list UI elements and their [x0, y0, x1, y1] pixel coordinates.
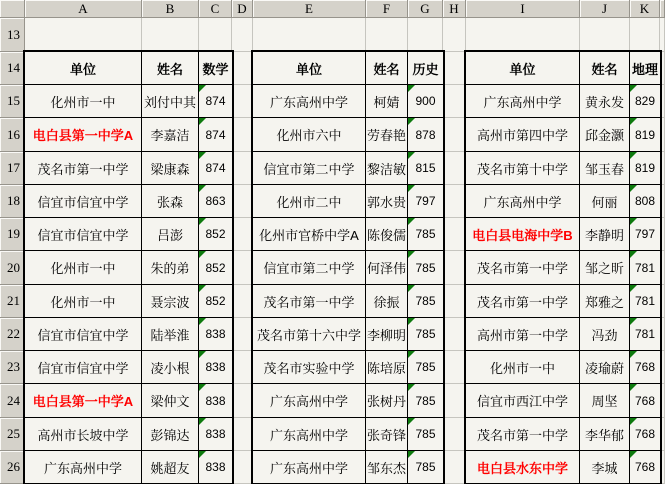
- column-header-F[interactable]: F: [366, 0, 408, 18]
- column-header-C[interactable]: C: [199, 0, 232, 18]
- cell-D14[interactable]: [232, 52, 253, 85]
- unit-cell[interactable]: 广东高州中学: [253, 384, 366, 418]
- score-cell[interactable]: 781: [630, 285, 660, 318]
- name-cell[interactable]: 陈俊儒: [366, 218, 408, 251]
- unit-cell[interactable]: 化州市一中: [25, 85, 142, 118]
- score-cell[interactable]: 863: [199, 185, 232, 218]
- unit-cell[interactable]: 信宜市第二中学: [253, 152, 366, 185]
- name-cell[interactable]: 吕澎: [142, 218, 199, 251]
- cell-D24[interactable]: [232, 384, 253, 418]
- name-cell[interactable]: 梁仲文: [142, 384, 199, 418]
- unit-cell[interactable]: 高州市第一中学: [466, 318, 580, 351]
- unit-cell[interactable]: 茂名市第一中学: [466, 285, 580, 318]
- column-header-B[interactable]: B: [142, 0, 199, 18]
- name-cell[interactable]: 郭水贵: [366, 185, 408, 218]
- unit-cell[interactable]: 化州市一中: [25, 251, 142, 285]
- score-cell[interactable]: 785: [408, 451, 443, 484]
- cell-D20[interactable]: [232, 251, 253, 285]
- score-cell[interactable]: 781: [630, 251, 660, 285]
- cell-H17[interactable]: [443, 152, 466, 185]
- column-header-D[interactable]: D: [232, 0, 253, 18]
- table-header-cell[interactable]: 单位: [466, 52, 580, 85]
- table-header-cell[interactable]: 姓名: [142, 52, 199, 85]
- score-cell[interactable]: 768: [630, 418, 660, 451]
- name-cell[interactable]: 邱金灏: [580, 118, 630, 152]
- column-header-H[interactable]: H: [443, 0, 466, 18]
- score-cell[interactable]: 785: [408, 384, 443, 418]
- unit-cell[interactable]: 信宜市西江中学: [466, 384, 580, 418]
- unit-cell[interactable]: 茂名市第十六中学: [253, 318, 366, 351]
- score-cell[interactable]: 785: [408, 418, 443, 451]
- table-header-cell[interactable]: 数学: [199, 52, 232, 85]
- unit-cell[interactable]: 化州市二中: [253, 185, 366, 218]
- name-cell[interactable]: 何泽伟: [366, 251, 408, 285]
- score-cell[interactable]: 838: [199, 451, 232, 484]
- score-cell[interactable]: 819: [630, 152, 660, 185]
- row-header-15[interactable]: 15: [0, 85, 25, 118]
- cell-H22[interactable]: [443, 318, 466, 351]
- unit-cell[interactable]: 广东高州中学: [253, 451, 366, 484]
- name-cell[interactable]: 张树丹: [366, 384, 408, 418]
- name-cell[interactable]: 李嘉洁: [142, 118, 199, 152]
- column-header-partial[interactable]: [660, 0, 665, 18]
- score-cell[interactable]: 768: [630, 384, 660, 418]
- cell-D13[interactable]: [232, 18, 253, 52]
- unit-cell[interactable]: 茂名市第一中学: [466, 251, 580, 285]
- cell-D26[interactable]: [232, 451, 253, 484]
- name-cell[interactable]: 张奇锋: [366, 418, 408, 451]
- table-header-cell[interactable]: 历史: [408, 52, 443, 85]
- column-header-I[interactable]: I: [466, 0, 580, 18]
- score-cell[interactable]: 785: [408, 318, 443, 351]
- name-cell[interactable]: 邹东杰: [366, 451, 408, 484]
- cell-D18[interactable]: [232, 185, 253, 218]
- cell-H16[interactable]: [443, 118, 466, 152]
- score-cell[interactable]: 878: [408, 118, 443, 152]
- unit-cell[interactable]: 电白县水东中学: [466, 451, 580, 484]
- unit-cell[interactable]: 广东高州中学: [253, 85, 366, 118]
- name-cell[interactable]: 李静明: [580, 218, 630, 251]
- cell-D19[interactable]: [232, 218, 253, 251]
- unit-cell[interactable]: 化州市一中: [25, 285, 142, 318]
- score-cell[interactable]: 785: [408, 251, 443, 285]
- name-cell[interactable]: 李城: [580, 451, 630, 484]
- table-header-cell[interactable]: 地理: [630, 52, 660, 85]
- unit-cell[interactable]: 信宜市信宜中学: [25, 185, 142, 218]
- cell-H23[interactable]: [443, 351, 466, 384]
- row-header-14[interactable]: 14: [0, 52, 25, 85]
- name-cell[interactable]: 冯劲: [580, 318, 630, 351]
- score-cell[interactable]: 852: [199, 218, 232, 251]
- cell-H18[interactable]: [443, 185, 466, 218]
- score-cell[interactable]: 815: [408, 152, 443, 185]
- cell-D15[interactable]: [232, 85, 253, 118]
- name-cell[interactable]: 陈培原: [366, 351, 408, 384]
- cell-H19[interactable]: [443, 218, 466, 251]
- name-cell[interactable]: 劳春艳: [366, 118, 408, 152]
- name-cell[interactable]: 张森: [142, 185, 199, 218]
- column-header-J[interactable]: J: [580, 0, 630, 18]
- score-cell[interactable]: 797: [630, 218, 660, 251]
- name-cell[interactable]: 徐振: [366, 285, 408, 318]
- cell-D16[interactable]: [232, 118, 253, 152]
- unit-cell[interactable]: 茂名市第一中学: [466, 418, 580, 451]
- score-cell[interactable]: 874: [199, 85, 232, 118]
- row-header-17[interactable]: 17: [0, 152, 25, 185]
- row-header-23[interactable]: 23: [0, 351, 25, 384]
- cell-H25[interactable]: [443, 418, 466, 451]
- score-table-0: [23, 50, 234, 484]
- unit-cell[interactable]: 信宜市信宜中学: [25, 218, 142, 251]
- row-header-25[interactable]: 25: [0, 418, 25, 451]
- name-cell[interactable]: 周坚: [580, 384, 630, 418]
- score-cell[interactable]: 785: [408, 351, 443, 384]
- cell-H20[interactable]: [443, 251, 466, 285]
- cell-H24[interactable]: [443, 384, 466, 418]
- name-cell[interactable]: 姚超友: [142, 451, 199, 484]
- unit-cell[interactable]: 广东高州中学: [466, 85, 580, 118]
- name-cell[interactable]: 凌瑜蔚: [580, 351, 630, 384]
- name-cell[interactable]: 黎洁敏: [366, 152, 408, 185]
- table-header-cell[interactable]: 姓名: [366, 52, 408, 85]
- score-table-1: [251, 50, 445, 484]
- score-cell[interactable]: 874: [199, 152, 232, 185]
- name-cell[interactable]: 朱的弟: [142, 251, 199, 285]
- cell-D17[interactable]: [232, 152, 253, 185]
- unit-cell[interactable]: 信宜市信宜中学: [25, 318, 142, 351]
- table-header-cell[interactable]: 单位: [25, 52, 142, 85]
- column-header-K[interactable]: K: [630, 0, 660, 18]
- row-header-24[interactable]: 24: [0, 384, 25, 418]
- row-header-22[interactable]: 22: [0, 318, 25, 351]
- score-cell[interactable]: 781: [630, 318, 660, 351]
- score-cell[interactable]: 785: [408, 218, 443, 251]
- cell-F13[interactable]: [366, 18, 408, 52]
- unit-cell[interactable]: 信宜市信宜中学: [25, 351, 142, 384]
- row-header-20[interactable]: 20: [0, 251, 25, 285]
- name-cell[interactable]: 刘付中其: [142, 85, 199, 118]
- cell-D23[interactable]: [232, 351, 253, 384]
- table-header-cell[interactable]: 单位: [253, 52, 366, 85]
- unit-cell[interactable]: 化州市一中: [466, 351, 580, 384]
- unit-cell[interactable]: 茂名市第一中学: [253, 285, 366, 318]
- cell-D21[interactable]: [232, 285, 253, 318]
- name-cell[interactable]: 彭锦达: [142, 418, 199, 451]
- row-header-21[interactable]: 21: [0, 285, 25, 318]
- cell-H26[interactable]: [443, 451, 466, 484]
- cell-E13[interactable]: [253, 18, 366, 52]
- score-cell[interactable]: 874: [199, 118, 232, 152]
- column-header-G[interactable]: G: [408, 0, 443, 18]
- cell-H14[interactable]: [443, 52, 466, 85]
- score-cell[interactable]: 838: [199, 351, 232, 384]
- name-cell[interactable]: 郑雅之: [580, 285, 630, 318]
- unit-cell[interactable]: 茂名市第一中学: [25, 152, 142, 185]
- name-cell[interactable]: 凌小根: [142, 351, 199, 384]
- cell-J13[interactable]: [580, 18, 630, 52]
- score-cell[interactable]: 838: [199, 384, 232, 418]
- cell-G13[interactable]: [408, 18, 443, 52]
- cell-D22[interactable]: [232, 318, 253, 351]
- unit-cell[interactable]: 广东高州中学: [25, 451, 142, 484]
- score-cell[interactable]: 838: [199, 418, 232, 451]
- unit-cell[interactable]: 广东高州中学: [466, 185, 580, 218]
- row-header-19[interactable]: 19: [0, 218, 25, 251]
- cell-A13[interactable]: [25, 18, 142, 52]
- unit-cell[interactable]: 电白县第一中学A: [25, 384, 142, 418]
- score-cell[interactable]: 819: [630, 118, 660, 152]
- cell-C13[interactable]: [199, 18, 232, 52]
- table-header-cell[interactable]: 姓名: [580, 52, 630, 85]
- name-cell[interactable]: 聂宗波: [142, 285, 199, 318]
- name-cell[interactable]: 李华郁: [580, 418, 630, 451]
- unit-cell[interactable]: 电白县电海中学B: [466, 218, 580, 251]
- unit-cell[interactable]: 电白县第一中学A: [25, 118, 142, 152]
- score-cell[interactable]: 852: [199, 285, 232, 318]
- score-table-2: [464, 50, 662, 484]
- cell-H21[interactable]: [443, 285, 466, 318]
- name-cell[interactable]: 柯婧: [366, 85, 408, 118]
- cell-H15[interactable]: [443, 85, 466, 118]
- cell-I13[interactable]: [466, 18, 580, 52]
- score-cell[interactable]: 808: [630, 185, 660, 218]
- cell-B13[interactable]: [142, 18, 199, 52]
- cell-D25[interactable]: [232, 418, 253, 451]
- name-cell[interactable]: 陆举淮: [142, 318, 199, 351]
- row-header-26[interactable]: 26: [0, 451, 25, 484]
- unit-cell[interactable]: 高州市长坡中学: [25, 418, 142, 451]
- name-cell[interactable]: 黄永发: [580, 85, 630, 118]
- unit-cell[interactable]: 信宜市第二中学: [253, 251, 366, 285]
- score-cell[interactable]: 838: [199, 318, 232, 351]
- name-cell[interactable]: 李柳明: [366, 318, 408, 351]
- unit-cell[interactable]: 广东高州中学: [253, 418, 366, 451]
- column-header-E[interactable]: E: [253, 0, 366, 18]
- column-header-A[interactable]: A: [25, 0, 142, 18]
- unit-cell[interactable]: 茂名市实验中学: [253, 351, 366, 384]
- name-cell[interactable]: 邹之昕: [580, 251, 630, 285]
- score-cell[interactable]: 785: [408, 285, 443, 318]
- cell-K13[interactable]: [630, 18, 660, 52]
- unit-cell[interactable]: 化州市官桥中学A: [253, 218, 366, 251]
- row-header-13[interactable]: 13: [0, 18, 25, 52]
- score-cell[interactable]: 829: [630, 85, 660, 118]
- cell-L13[interactable]: [660, 18, 665, 52]
- name-cell[interactable]: 梁康森: [142, 152, 199, 185]
- score-cell[interactable]: 768: [630, 351, 660, 384]
- cell-H13[interactable]: [443, 18, 466, 52]
- unit-cell[interactable]: 化州市六中: [253, 118, 366, 152]
- name-cell[interactable]: 邹玉春: [580, 152, 630, 185]
- row-header-18[interactable]: 18: [0, 185, 25, 218]
- score-cell[interactable]: 900: [408, 85, 443, 118]
- unit-cell[interactable]: 高州市第四中学: [466, 118, 580, 152]
- select-all-corner[interactable]: [0, 0, 25, 18]
- score-cell[interactable]: 852: [199, 251, 232, 285]
- name-cell[interactable]: 何丽: [580, 185, 630, 218]
- score-cell[interactable]: 797: [408, 185, 443, 218]
- row-header-16[interactable]: 16: [0, 118, 25, 152]
- score-cell[interactable]: 768: [630, 451, 660, 484]
- unit-cell[interactable]: 茂名市第十中学: [466, 152, 580, 185]
